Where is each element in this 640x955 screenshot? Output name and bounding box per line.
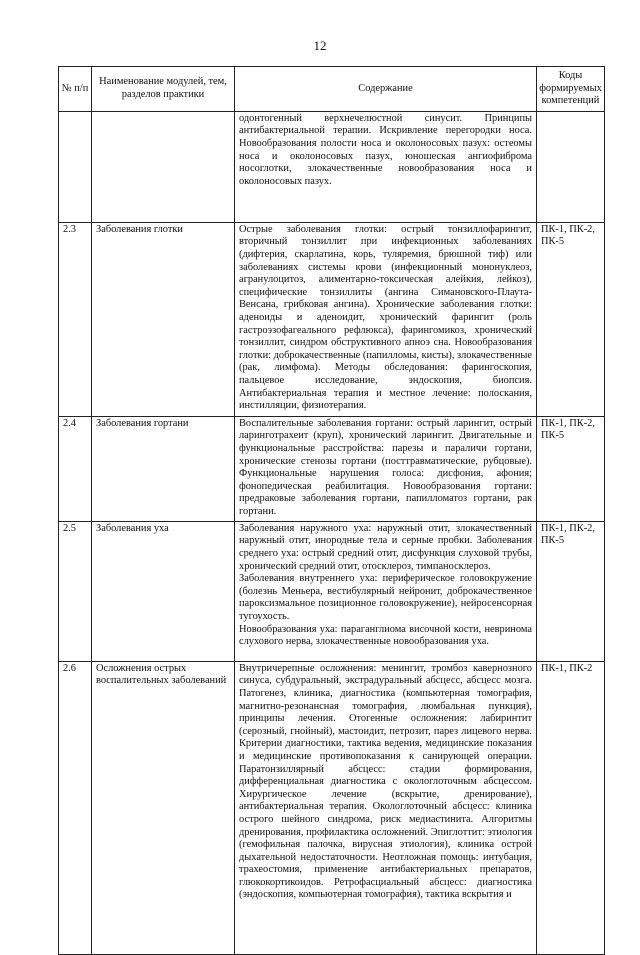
header-codes: Коды формируемых компетенций — [537, 67, 605, 112]
header-name: Наименование модулей, тем, разделов практики — [92, 67, 235, 112]
row-content: Острые заболевания глотки: острый тонзиллофарингит, вторичный тонзиллит при инфекционных заболеваниях (дифтерия, скарлатина, корь, туляремия, брюшной тиф) или заболеваниях системы крови (инфекционный мононуклеоз, агранулоцитоз, алиментарно-токсическая алейкия, лейкоз), специфические тонзиллиты (ангина Симановского-Плаута-Венсана, грибковая ангина). Хронические заболевания глотки: аденоиды и аденоидит, хронический фарингит (роль гастроэзофагеального рефлюкса), фарингомикоз, хронический тонзиллит, синдром обструктивного апноэ сна. Новообразования глотки: доброкачественные (папилломы, кисты), злокачественные (рак, лимфома). Методы обследования: фарингоскопия, пальцевое исследование, эндоскопия, биопсия. Антибактериальная терапия и местное лечение: полоскания, инстилляции, физиотерапия. — [235, 222, 537, 416]
table-header-row — [59, 67, 605, 112]
table-row — [59, 661, 605, 954]
row-codes: ПК-1, ПК-2, ПК-5 — [537, 521, 605, 661]
table-row — [59, 521, 605, 661]
row-num: 2.3 — [59, 222, 92, 416]
row-codes: ПК-1, ПК-2, ПК-5 — [537, 416, 605, 521]
content-paragraph: Заболевания наружного уха: наружный отит, злокачественный наружный отит, инородные тела и серные пробки. Заболевания среднего уха: острый средний отит, дисфункция слуховой трубы, хронический средний отит, отосклероз, тимпаносклероз. — [239, 522, 532, 572]
row-num — [59, 111, 92, 222]
row-codes: ПК-1, ПК-2 — [537, 661, 605, 954]
content-paragraph: Заболевания внутреннего уха: периферическое головокружение (болезнь Меньера, вестибулярный нейронит, доброкачественное пароксизмальное позиционное головокружение), нейросенсорная тугоухость. — [239, 573, 532, 622]
row-codes — [537, 111, 605, 222]
page-number: 12 — [313, 38, 327, 53]
table-row — [59, 222, 605, 416]
curriculum-table — [58, 66, 605, 955]
content-paragraph: Новообразования уха: параганглиома височной кости, невринома слухового нерва, злокачественные новообразования уха. — [239, 623, 532, 648]
row-codes: ПК-1, ПК-2, ПК-5 — [537, 222, 605, 416]
row-content: одонтогенный верхнечелюстной синусит. Принципы антибактериальной терапии. Искривление перегородки носа. Новообразования полости носа и околоносовых пазух: остеомы носа и околоносовых пазух, юношеская ангиофиброма носоглотки, злокачественные новообразования носа и околоносовых пазух. — [235, 111, 537, 222]
row-content — [235, 521, 537, 661]
row-num: 2.5 — [59, 521, 92, 661]
header-content: Содержание — [235, 67, 537, 112]
row-name: Заболевания гортани — [92, 416, 235, 521]
row-content: Внутричерепные осложнения: менингит, тромбоз кавернозного синуса, субдуральный, экстрадуральный абсцесс, абсцесс мозга. Патогенез, клиника, диагностика (компьютерная томография, магнитно-резонансная томография, люмбальная пункция), принципы лечения. Отогенные осложнения: лабиринтит (серозный, гнойный), мастоидит, петрозит, парез лицевого нерва. Критерии диагностики, тактика ведения, медицинские показания и медицинские противопоказания к санирующей операции. Паратонзиллярный абсцесс: стадии формирования, дифференциальная диагностика с окологлоточным абсцессом. Хирургическое лечение (вскрытие, дренирование), антибактериальная терапия. Окологлоточный абсцесс: клиника острого шейного синдрома, риск медиастинита. Алгоритмы дренирования, профилактика осложнений. Эпиглоттит: этиология (гемофильная палочка, вирусная этиология), клиника острой дыхательной недостаточности. Неотложная помощь: интубация, трахеостомия, применение антибактериальных препаратов, глюкокортикоидов. Ретрофасциальный абсцесс: диагностика (эндоскопия, компьютерная томография), тактика вскрытия и — [235, 661, 537, 954]
row-name — [92, 111, 235, 222]
row-content: Воспалительные заболевания гортани: острый ларингит, острый ларинготрахеит (круп), хронический ларингит. Двигательные и функциональные расстройства: парезы и параличи гортани, хронические стенозы гортани (посттравматические, рубцовые). Функциональные нарушения голоса: дисфония, афония; фонопедическая реабилитация. Новообразования гортани: предраковые заболевания гортани, папилломатоз гортани, рак гортани. — [235, 416, 537, 521]
row-name: Осложнения острых воспалительных заболеваний — [92, 661, 235, 954]
header-num: № п/п — [59, 67, 92, 112]
row-name: Заболевания уха — [92, 521, 235, 661]
table-row — [59, 111, 605, 222]
row-num: 2.6 — [59, 661, 92, 954]
table-row — [59, 416, 605, 521]
row-num: 2.4 — [59, 416, 92, 521]
row-name: Заболевания глотки — [92, 222, 235, 416]
